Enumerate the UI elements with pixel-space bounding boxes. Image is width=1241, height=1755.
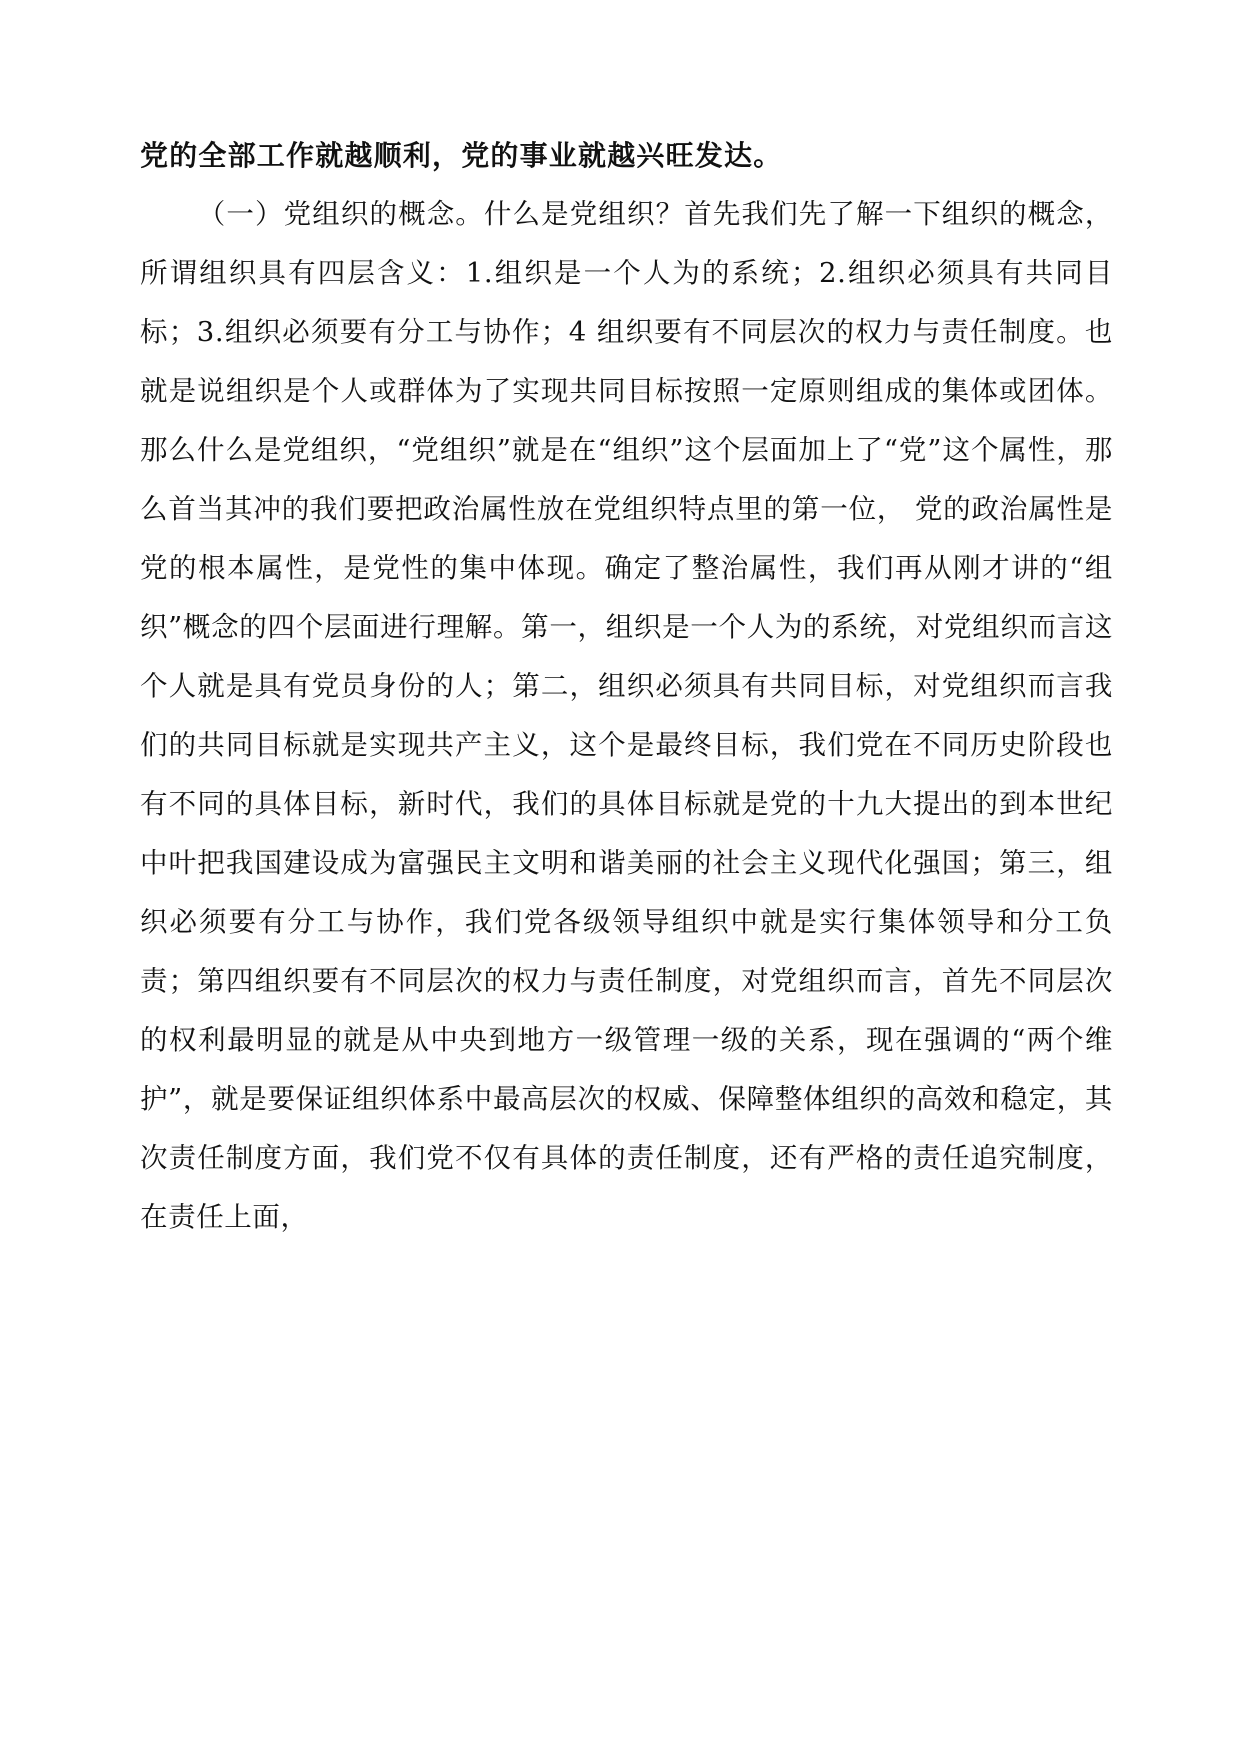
- paragraph-body: （一）党组织的概念。什么是党组织？首先我们先了解一下组织的概念，所谓组织具有四层含义：1.组织是一个人为的系统；2.组织必须具有共同目标；3.组织必须要有分工与协作；4 组织要有不同层次的权力与责任制度。也就是说组织是个人或群体为了实现共同目标按照一定原则组成的集体或团体。那么什么是党组织，“党组织”就是在“组织”这个层面加上了“党”这个属性，那么首当其冲的我们要把政治属性放在党组织特点里的第一位， 党的政治属性是党的根本属性，是党性的集中体现。确定了整治属性，我们再从刚才讲的“组织”概念的四个层面进行理解。第一，组织是一个人为的系统，对党组织而言这个人就是具有党员身份的人；第二，组织必须具有共同目标，对党组织而言我们的共同目标就是实现共产主义，这个是最终目标，我们党在不同历史阶段也有不同的具体目标，新时代，我们的具体目标就是党的十九大提出的到本世纪中叶把我国建设成为富强民主文明和谐美丽的社会主义现代化强国；第三，组织必须要有分工与协作，我们党各级领导组织中就是实行集体领导和分工负责；第四组织要有不同层次的权力与责任制度，对党组织而言，首先不同层次的权利最明显的就是从中央到地方一级管理一级的关系，现在强调的“两个维护”，就是要保证组织体系中最高层次的权威、保障整体组织的高效和稳定，其次责任制度方面，我们党不仅有具体的责任制度，还有严格的责任追究制度，在责任上面，: [140, 198, 1113, 1233]
- document-body: [140, 126, 1113, 1247]
- paragraph-heading: 党的全部工作就越顺利，党的事业就越兴旺发达。: [140, 139, 783, 172]
